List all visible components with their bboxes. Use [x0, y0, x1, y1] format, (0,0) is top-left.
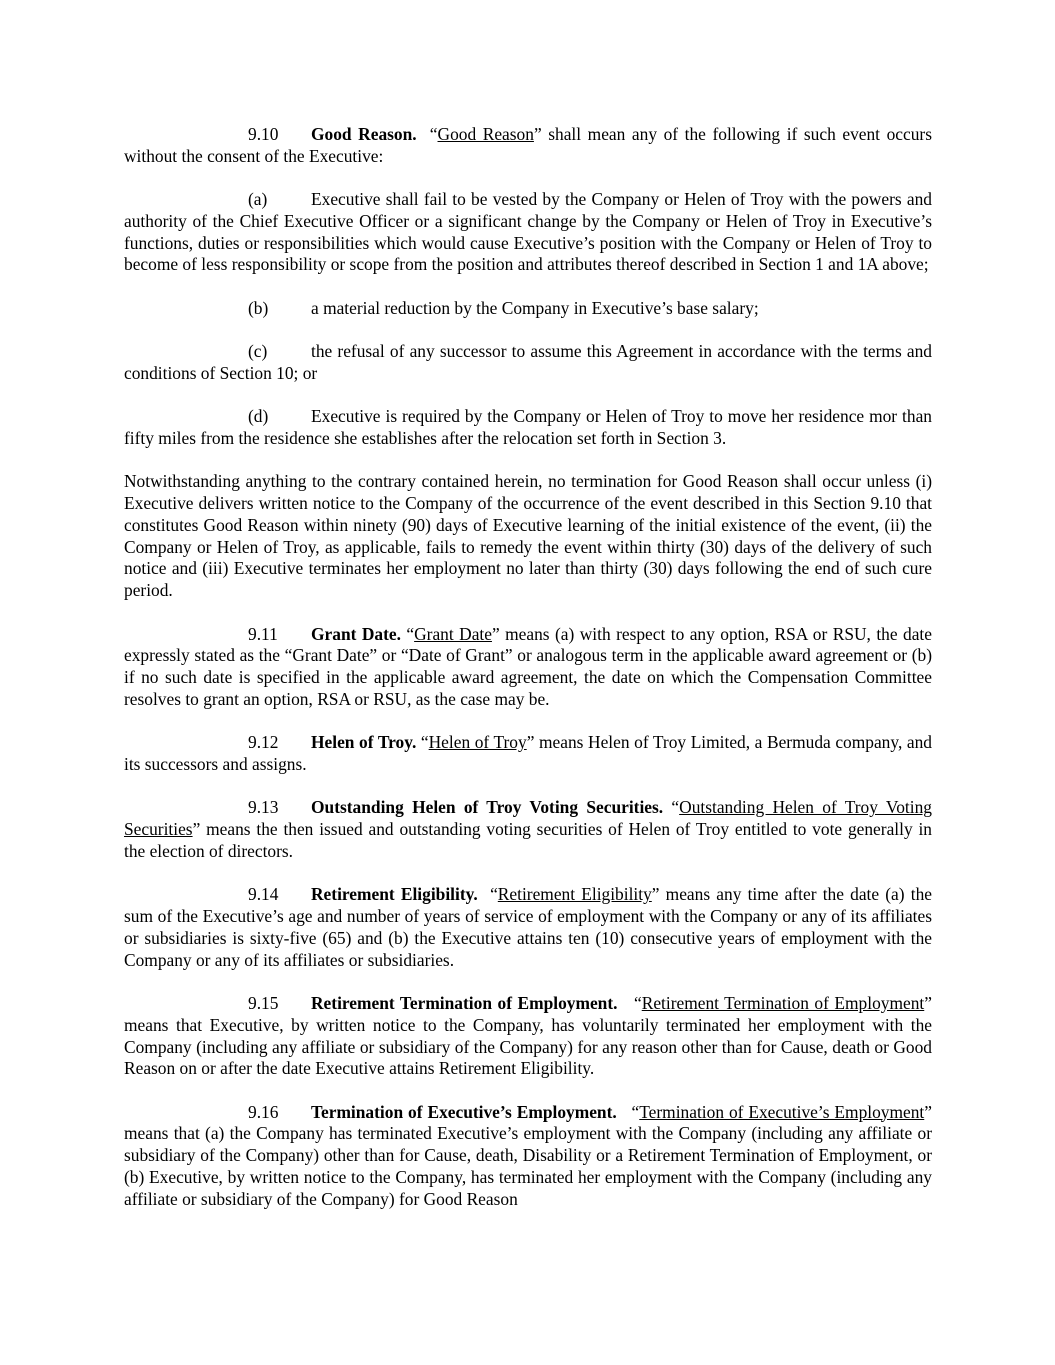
section-heading: Grant Date. — [311, 623, 401, 644]
section-number: 9.12 — [248, 732, 279, 753]
section-9-15: 9.15 Retirement Termination of Employment. “Retirement Termination of Employment” means that Executive, by written notice to the Company, has voluntarily terminated her employment with the Company (including any affiliate or subsidiary of the Company) for any reason other than for Cause, death or Good Reason on or after the date Executive attains Retirement Eligibility. — [124, 992, 932, 1079]
section-heading: Outstanding Helen of Troy Voting Securities. — [311, 797, 664, 818]
item-label: (c) — [248, 341, 268, 362]
item-text: the refusal of any successor to assume this Agreement in accordance with the terms and conditions of Section 10; or — [124, 341, 932, 383]
document-body — [124, 124, 932, 1211]
item-label: (d) — [248, 406, 269, 427]
section-number: 9.16 — [248, 1101, 279, 1122]
section-text: ” shall mean any of the following if such event occurs without the consent of the Executive: — [124, 124, 932, 166]
section-text: ” means any time after the date (a) the sum of the Executive’s age and number of years of service of employment with the Company or any of its affiliates or subsidiaries is sixty-five (65) and (b) the Executive attains ten (10) consecutive years of employment with the Company or any of its affiliates or subsidiaries. — [124, 884, 932, 970]
defined-term: Outstanding Helen of Troy Voting Securities — [124, 797, 932, 840]
section-number: 9.10 — [248, 124, 279, 144]
defined-term: Termination of Executive’s Employment — [639, 1101, 925, 1122]
section-9-13: 9.13 Outstanding Helen of Troy Voting Securities. “Outstanding Helen of Troy Voting Securities” means the then issued and outstanding voting securities of Helen of Troy entitled to vote generally in the election of directors. — [124, 797, 932, 861]
section-heading: Termination of Executive’s Employment. — [311, 1101, 617, 1122]
section-text: ” means the then issued and outstanding voting securities of Helen of Troy entitled to vote generally in the election of directors. — [124, 819, 932, 861]
list-item — [124, 341, 932, 385]
section-9-16: 9.16 Termination of Executive’s Employment. “Termination of Executive’s Employment” means that (a) the Company has terminated Executive’s employment with the Company (including any affiliate or subsidiary of the Company) other than for Cause, death, Disability or a Retirement Termination of Employment, or (b) Executive, by written notice to the Company, has terminated her employment with the Company (including any affiliate or subsidiary of the Company) for Good Reason — [124, 1101, 932, 1209]
section-text: ” means Helen of Troy Limited, a Bermuda company, and its successors and assigns. — [124, 732, 932, 775]
list-item — [124, 406, 932, 450]
section-heading: Retirement Termination of Employment. — [311, 992, 618, 1013]
section-number: 9.11 — [248, 623, 278, 644]
section-text: ” means that Executive, by written notice to the Company, has voluntarily terminated her employment with the Company (including any affiliate or subsidiary of the Company) for any reason other than for Cause, death or Good Reason on or after the date Executive attains Retirement Eligibility. — [124, 992, 932, 1079]
section-number: 9.13 — [248, 797, 279, 818]
defined-term: Retirement Termination of Employment — [641, 992, 925, 1013]
section-text: ” means that (a) the Company has terminated Executive’s employment with the Company (including any affiliate or subsidiary of the Company) other than for Cause, death, Disability or a Retirement Termination of Employment, or (b) Executive, by written notice to the Company, has terminated her employment with the Company (including any affiliate or subsidiary of the Company) for Good Reason — [124, 1101, 932, 1209]
section-heading: Retirement Eligibility. — [311, 884, 478, 905]
item-text: a material reduction by the Company in Executive’s base salary; — [311, 297, 759, 318]
section-9-12: 9.12 Helen of Troy. “Helen of Troy” means Helen of Troy Limited, a Bermuda company, and its successors and assigns. — [124, 732, 932, 775]
section-9-14: 9.14 Retirement Eligibility. “Retirement Eligibility” means any time after the date (a) the sum of the Executive’s age and number of years of service of employment with the Company or any of its affiliates or subsidiaries is sixty-five (65) and (b) the Executive attains ten (10) consecutive years of employment with the Company or any of its affiliates or subsidiaries. — [124, 884, 932, 970]
defined-term: Retirement Eligibility — [497, 884, 652, 905]
item-label: (a) — [248, 189, 268, 210]
item-label: (b) — [248, 297, 269, 318]
section-number: 9.14 — [248, 884, 279, 905]
section-heading: Helen of Troy. — [311, 732, 417, 753]
section-text: ” means (a) with respect to any option, RSA or RSU, the date expressly stated as the “Grant Date” or “Date of Grant” or analogous term in the applicable award agreement or (b) if no such date is specified in the applicable award agreement, the date on which the Compensation Committee resolves to grant an option, RSA or RSU, as the case may be. — [124, 623, 932, 709]
item-text: Executive is required by the Company or Helen of Troy to move her residence mor than fifty miles from the residence she establishes after the relocation set forth in Section 3. — [124, 406, 932, 448]
defined-term: Good Reason — [437, 124, 534, 144]
list-item — [124, 298, 932, 320]
section-9-10: 9.10 Good Reason. “Good Reason” shall mean any of the following if such event occurs without the consent of the Executive: — [124, 124, 932, 166]
defined-term: Grant Date — [414, 623, 492, 644]
section-heading: Good Reason. — [311, 124, 417, 144]
notwithstanding-paragraph: Notwithstanding anything to the contrary contained herein, no termination for Good Reason shall occur unless (i) Executive delivers written notice to the Company of the occurrence of the event described in this Section 9.10 that constitutes Good Reason within ninety (90) days of Executive learning of the initial existence of the event, (ii) the Company or Helen of Troy, as applicable, fails to remedy the event within thirty (30) days of the delivery of such notice and (iii) Executive terminates her employment no later than thirty (30) days following the end of such cure period. — [124, 471, 932, 601]
item-text: Executive shall fail to be vested by the Company or Helen of Troy with the powers and authority of the Chief Executive Officer or a significant change by the Company or Helen of Troy in Executive’s functions, duties or responsibilities which would cause Executive’s position with the Company or Helen of Troy to become of less responsibility or scope from the position and attributes thereof described in Section 1 and 1A above; — [124, 189, 932, 275]
section-9-11: 9.11 Grant Date. “Grant Date” means (a) with respect to any option, RSA or RSU, the date expressly stated as the “Grant Date” or “Date of Grant” or analogous term in the applicable award agreement or (b) if no such date is specified in the applicable award agreement, the date on which the Compensation Committee resolves to grant an option, RSA or RSU, as the case may be. — [124, 623, 932, 709]
defined-term: Helen of Troy — [428, 732, 527, 753]
section-number: 9.15 — [248, 992, 279, 1013]
list-item — [124, 189, 932, 276]
